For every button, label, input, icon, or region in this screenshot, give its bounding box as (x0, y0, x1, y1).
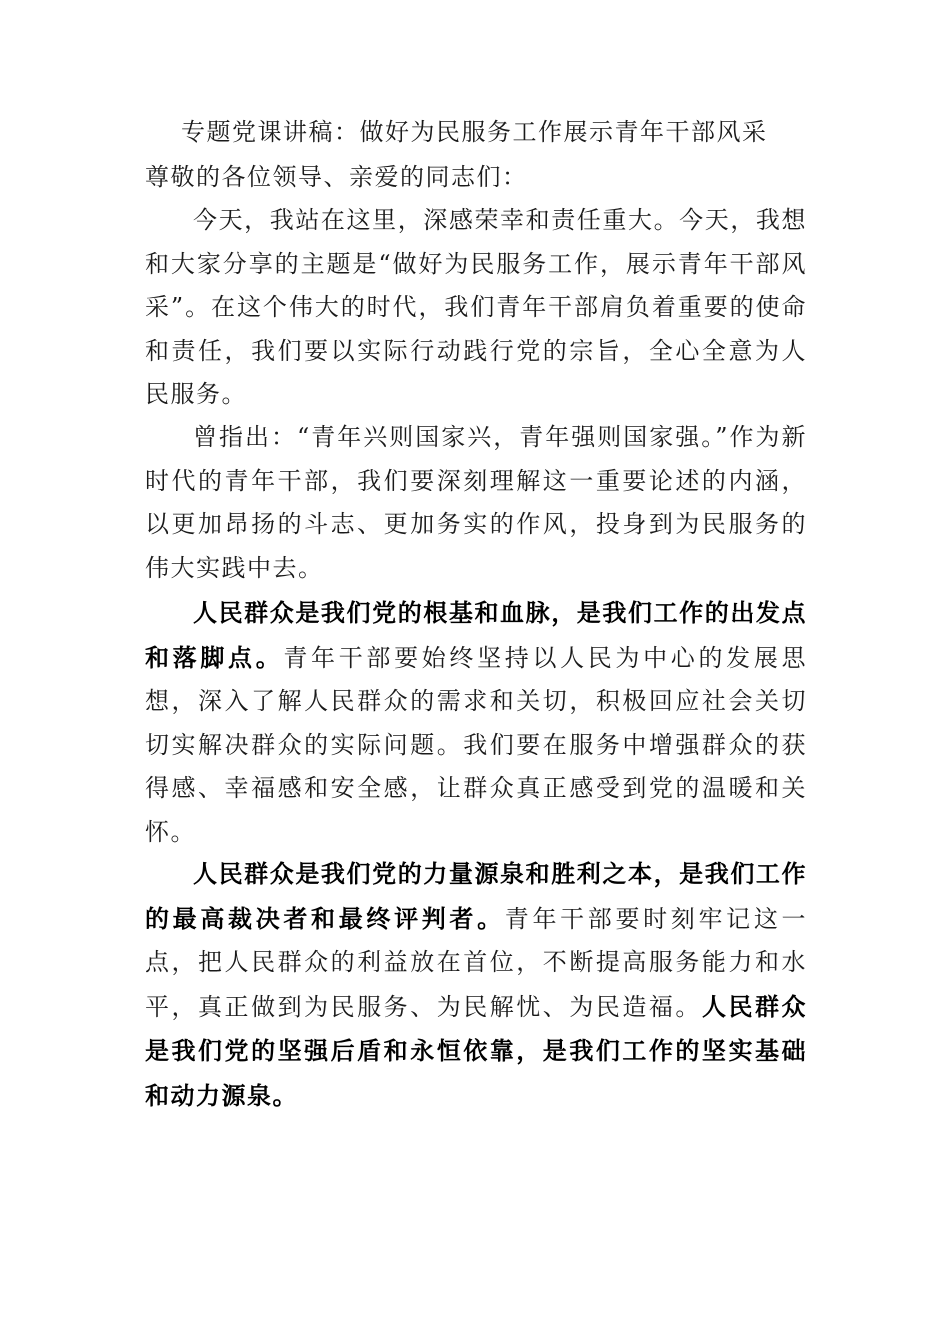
salutation: 尊敬的各位领导、亲爱的同志们： (145, 163, 528, 191)
paragraph-foundation (145, 591, 807, 854)
paragraph-quote (145, 416, 807, 590)
bold-lead: 人民群众是我们党的力量源泉和胜利之本，是我们工作的最高裁决者和最终评判者。 (145, 859, 807, 933)
bold-lead: 人民群众是我们党的根基和血脉，是我们工作的出发点和落脚点。 (145, 598, 807, 672)
document-title: 专题党课讲稿：做好为民服务工作展示青年干部风采 (181, 118, 768, 146)
paragraph-strength (145, 852, 807, 1118)
bold-tail: 人民群众是我们党的坚强后盾和永恒依靠，是我们工作的坚实基础和动力源泉。 (145, 991, 807, 1110)
paragraph-text: 青年干部要始终坚持以人民为中心的发展思想，深入了解人民群众的需求和关切，积极回应社会关切切实解决群众的实际问题。我们要在服务中增强群众的获得感、幸福感和安全感，让群众真正感受到党的温暖和关怀。 (145, 643, 808, 846)
paragraph-text: 青年干部要时刻牢记这一点，把人民群众的利益放在首位，不断提高服务能力和水平，真正做到为民服务、为民解忧、为民造福。 (145, 904, 808, 1021)
paragraph-text: 曾指出：“青年兴则国家兴，青年强则国家强。”作为新时代的青年干部，我们要深刻理解这一重要论述的内涵，以更加昂扬的斗志、更加务实的作风，投身到为民服务的伟大实践中去。 (145, 423, 807, 582)
paragraph-intro (145, 199, 807, 417)
paragraph-text: 今天，我站在这里，深感荣幸和责任重大。今天，我想和大家分享的主题是“做好为民服务工作，展示青年干部风采”。在这个伟大的时代，我们青年干部肩负着重要的使命和责任，我们要以实际行动践行党的宗旨，全心全意为人民服务。 (145, 206, 807, 408)
